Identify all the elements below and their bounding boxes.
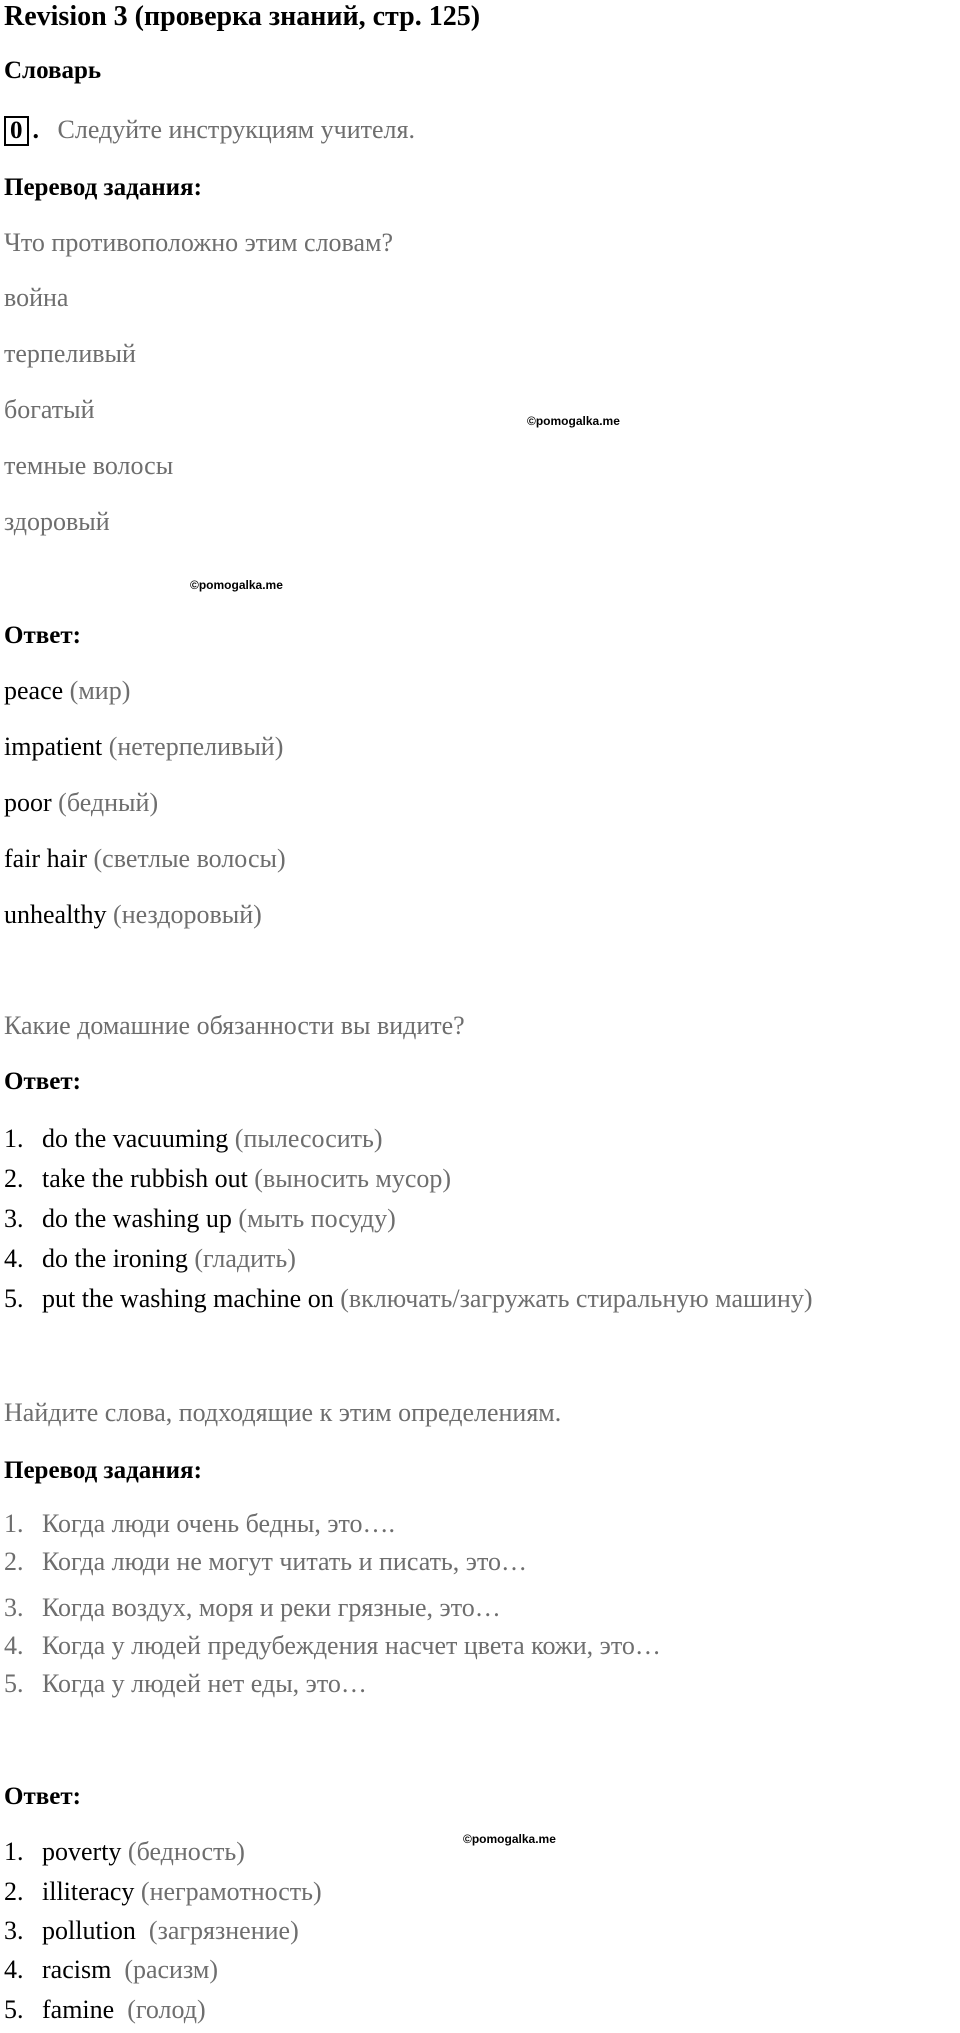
- answer-row: peace (мир): [4, 676, 131, 705]
- answer-row: impatient (нетерпеливый): [4, 732, 284, 761]
- list-item: 3. Когда воздух, моря и реки грязные, это…: [4, 1593, 501, 1622]
- list-item: 5. Когда у людей нет еды, это…: [4, 1669, 367, 1698]
- block2-question: Какие домашние обязанности вы видите?: [4, 1011, 465, 1040]
- list-item: 5. put the washing machine on (включать/загружать стиральную машину): [4, 1284, 813, 1313]
- block1-word: темные волосы: [4, 451, 174, 480]
- watermark: ©pomogalka.me: [527, 414, 620, 428]
- list-item: 3. do the washing up (мыть посуду): [4, 1204, 396, 1233]
- list-item: 4. do the ironing (гладить): [4, 1244, 296, 1273]
- list-item: 1. do the vacuuming (пылесосить): [4, 1124, 383, 1153]
- page-title: Revision 3 (проверка знаний, стр. 125): [4, 1, 481, 32]
- block1-question: Что противоположно этим словам?: [4, 228, 394, 257]
- list-item: 5. famine (голод): [4, 1995, 206, 2024]
- answer-row: fair hair (светлые волосы): [4, 844, 286, 873]
- task-number-box: 0: [4, 116, 29, 146]
- answer-label-2: Ответ:: [4, 1068, 81, 1095]
- answer-row: unhealthy (нездоровый): [4, 900, 262, 929]
- list-item: 1. poverty (бедность): [4, 1837, 245, 1866]
- list-item: 1. Когда люди очень бедны, это….: [4, 1509, 395, 1538]
- block1-word: терпеливый: [4, 339, 136, 368]
- answer-label-3: Ответ:: [4, 1783, 81, 1810]
- list-item: 4. racism (расизм): [4, 1955, 218, 1984]
- watermark: ©pomogalka.me: [190, 578, 283, 592]
- answer-row: poor (бедный): [4, 788, 159, 817]
- task-0-text: Следуйте инструкциям учителя.: [57, 115, 415, 144]
- block1-word: богатый: [4, 395, 95, 424]
- translation-label-2: Перевод задания:: [4, 1457, 202, 1484]
- block1-word: война: [4, 283, 69, 312]
- list-item: 2. Когда люди не могут читать и писать, это…: [4, 1547, 527, 1576]
- list-item: 2. illiteracy (неграмотность): [4, 1877, 322, 1906]
- list-item: 2. take the rubbish out (выносить мусор): [4, 1164, 452, 1193]
- block1-word: здоровый: [4, 507, 110, 536]
- block3-question: Найдите слова, подходящие к этим определениям.: [4, 1398, 562, 1427]
- translation-label-1: Перевод задания:: [4, 174, 202, 201]
- task-0: 0 . Следуйте инструкциям учителя.: [4, 114, 415, 146]
- watermark: ©pomogalka.me: [463, 1832, 556, 1846]
- section-heading: Словарь: [4, 57, 102, 84]
- list-item: 3. pollution (загрязнение): [4, 1916, 299, 1945]
- answer-label-1: Ответ:: [4, 622, 81, 649]
- list-item: 4. Когда у людей предубеждения насчет цвета кожи, это…: [4, 1631, 661, 1660]
